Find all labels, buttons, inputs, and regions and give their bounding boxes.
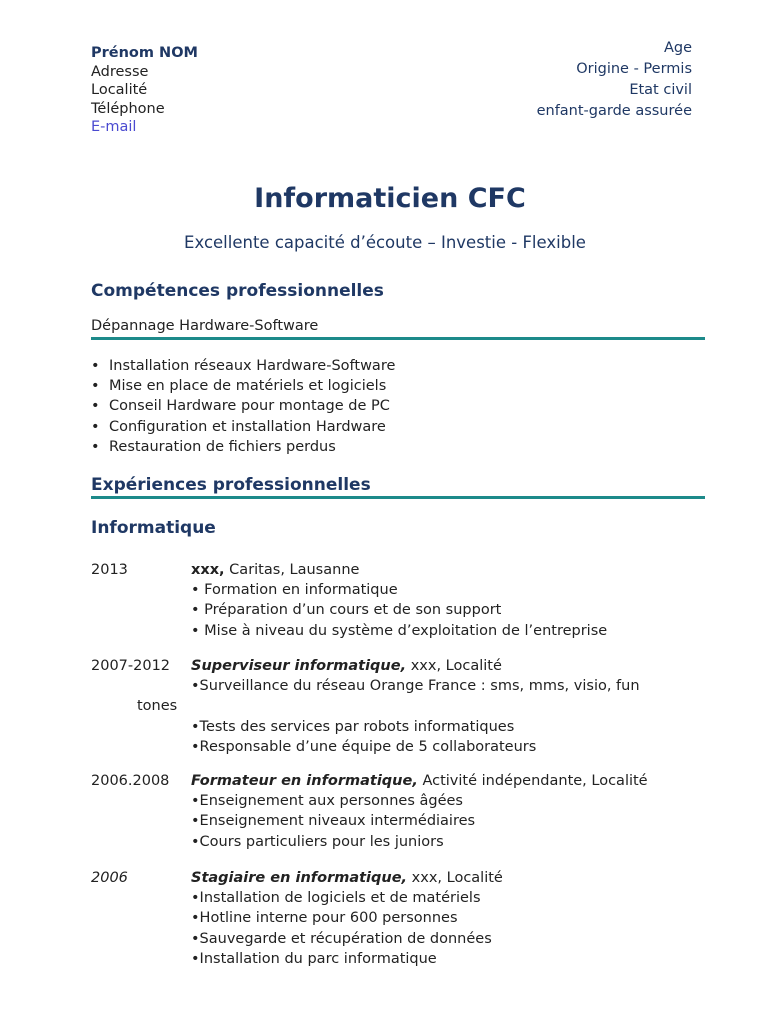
contact-city: Localité <box>91 82 148 98</box>
experience-role: Superviseur informatique, <box>191 658 407 674</box>
experience-subheading: Informatique <box>91 518 216 538</box>
skills-heading: Compétences professionnelles <box>91 281 384 301</box>
experience-bullet: •Cours particuliers pour les juniors <box>191 833 444 850</box>
experience-place: xxx, Localité <box>407 870 503 886</box>
contact-block <box>91 44 198 137</box>
contact-address: Adresse <box>91 63 149 80</box>
experience-role: xxx, <box>191 562 225 578</box>
personal-civil-status: Etat civil <box>629 82 692 98</box>
experience-bullet: •Installation du parc informatique <box>191 950 437 967</box>
skill-item: • Mise en place de matériels et logiciels <box>91 376 395 396</box>
experience-role: Stagiaire en informatique, <box>191 870 408 886</box>
contact-phone: Téléphone <box>91 100 165 117</box>
experience-entry <box>91 868 711 969</box>
experience-bullet: •Responsable d’une équipe de 5 collaborateurs <box>191 738 537 755</box>
experience-place: Activité indépendante, Localité <box>417 773 648 789</box>
experience-year: 2006.2008 <box>91 773 170 789</box>
experience-year: 2007-2012 <box>91 658 171 674</box>
experience-role: Formateur en informatique, <box>191 773 418 789</box>
experience-place: Caritas, Lausanne <box>224 562 360 578</box>
personal-info-block <box>537 38 692 122</box>
personal-children: enfant-garde assurée <box>536 103 692 119</box>
contact-email-link[interactable]: E-mail <box>91 119 137 135</box>
experience-entry <box>91 560 711 641</box>
skills-intro: Dépannage Hardware-Software <box>91 318 319 334</box>
skill-item: • Conseil Hardware pour montage de PC <box>91 396 395 416</box>
experience-bullet-continuation: tones <box>137 698 178 715</box>
experience-divider <box>91 496 705 499</box>
document-subtitle: Excellente capacité d’écoute – Investie - Flexible <box>184 233 586 252</box>
experience-place: xxx, Localité <box>406 658 502 674</box>
experience-bullet: •Installation de logiciels et de matériels <box>191 890 481 907</box>
skill-item: • Configuration et installation Hardware <box>91 417 395 437</box>
experience-year: 2013 <box>91 562 128 578</box>
experience-entry <box>91 771 711 852</box>
experience-heading: Expériences professionnelles <box>91 475 371 495</box>
experience-bullet: •Surveillance du réseau Orange France : sms, mms, visio, fun <box>191 678 640 695</box>
experience-bullet: •Hotline interne pour 600 personnes <box>191 910 458 927</box>
skills-list <box>91 356 395 457</box>
skill-item: • Restauration de fichiers perdus <box>91 437 395 457</box>
contact-name: Prénom NOM <box>91 45 198 61</box>
experience-bullet: •Tests des services par robots informatiques <box>191 718 515 735</box>
experience-bullet: •Sauvegarde et récupération de données <box>191 930 492 947</box>
experience-bullet: • Mise à niveau du système d’exploitation de l’entreprise <box>191 622 608 639</box>
personal-origin: Origine - Permis <box>576 61 692 77</box>
experience-bullet: • Préparation d’un cours et de son support <box>191 602 502 619</box>
experience-year: 2006 <box>91 870 128 886</box>
experience-bullet: • Formation en informatique <box>191 582 398 599</box>
document-title: Informaticien CFC <box>254 183 526 214</box>
skill-item: • Installation réseaux Hardware-Software <box>91 356 395 376</box>
personal-age: Age <box>663 40 692 56</box>
experience-bullet: •Enseignement aux personnes âgées <box>191 793 463 810</box>
experience-entry <box>91 656 711 757</box>
experience-bullet: •Enseignement niveaux intermédiaires <box>191 813 476 830</box>
skills-divider <box>91 337 705 340</box>
